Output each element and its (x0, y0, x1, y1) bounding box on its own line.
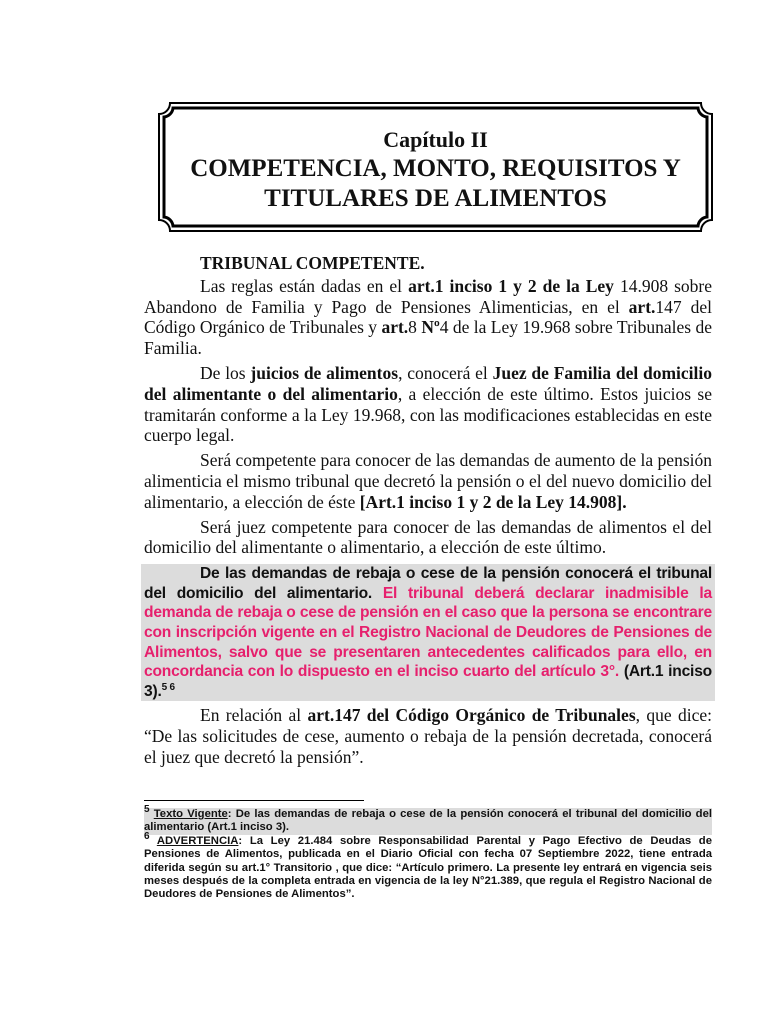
bold-run: art.147 del Código Orgánico de Tribunales (307, 705, 636, 726)
pink-text-run: El tribunal deberá declarar inadmisible la demanda de rebaja o cese de pensión en el caso que la persona se encontrare con inscripción vigente en el Registro Nacional de Deudores de Pensiones de Alimentos, salvo que se presentaren antecedentes calificados para ello, en concordancia con lo dispuesto en el inciso cuarto del artículo 3°. (144, 584, 712, 681)
chapter-title-line-1: COMPETENCIA, MONTO, REQUISITOS Y (190, 155, 681, 182)
chapter-label: Capítulo II (383, 127, 488, 152)
bold-run: art. (628, 296, 656, 317)
paragraph-3 (144, 450, 712, 512)
bold-run: art.1 inciso 1 y 2 de la Ley (408, 275, 614, 296)
paragraph-1 (144, 276, 712, 359)
article-reference: (Art.1 inciso 3). (144, 663, 712, 700)
footnote-6 (144, 831, 712, 902)
bold-run: [Art.1 inciso 1 y 2 de la Ley 14.908]. (359, 491, 627, 512)
footnote-5 (144, 804, 712, 835)
text-run: 147 del Código Orgánico de Tribunales y (144, 296, 712, 338)
section-heading: TRIBUNAL COMPETENTE. (200, 253, 425, 273)
footnote-text: : De las demandas de rebaja o cese de la pensión conocerá el tribunal del domicilio del alimentario (Art.1 inciso 3). (144, 808, 712, 834)
bold-run: juicios de alimentos (250, 362, 399, 383)
paragraph-5 (144, 705, 712, 767)
bold-run: Nº (421, 317, 440, 338)
highlighted-paragraph (141, 564, 715, 701)
text-run: En relación al (200, 705, 308, 726)
text-run: , conocerá el (398, 362, 493, 383)
text-run: 14.908 sobre Abandono de Familia y Pago de Pensiones Alimenticias, en el (144, 275, 712, 317)
chapter-title-line-2: TITULARES DE ALIMENTOS (264, 185, 607, 212)
text-run: , que dice: “De las solicitudes de cese, aumento o rebaja de la pensión decretada, conocerá el juez que decretó la pensión”. (144, 705, 712, 767)
text-run: De los (200, 362, 251, 383)
footnote-label: ADVERTENCIA (156, 834, 239, 847)
bold-run: Juez de Familia del domicilio del alimentante o del alimentario (144, 362, 713, 404)
footnote-text: : La Ley 21.484 sobre Responsabilidad Parental y Pago Efectivo de Deudas de Pensiones de Alimentos, publicada en el Diario Oficial con fecha 07 Septiembre 2022, tiene entrada diferida según su art.1° Transitorio , que dice: “Artículo primero. La presente ley entrará en vigencia seis meses después de la completa entrada en vigencia de la ley N°21.389, que regula el Registro Nacional de Deudores de Pensiones de Alimentos”. (144, 834, 712, 901)
text-run: 8 (408, 317, 422, 338)
footnote-label: Texto Vigente (153, 808, 228, 820)
footnote-marks: 5 6 (161, 681, 175, 693)
text-run: Las reglas están dadas en el (200, 275, 409, 296)
bold-run: art. (381, 317, 409, 338)
text-run: De las demandas de rebaja o cese de la pensión conocerá el tribunal del domicilio del alimentario. (144, 565, 712, 602)
document-body (144, 253, 712, 768)
footnote-separator (144, 800, 364, 801)
paragraph-2 (144, 363, 712, 446)
footnote-number: 5 (144, 804, 150, 816)
text-run: Será competente para conocer de las demandas de aumento de la pensión alimenticia el mismo tribunal que decretó la pensión o el del nuevo domicilio del alimentario, a elección de éste (144, 450, 712, 512)
chapter-title (158, 154, 713, 214)
paragraph-4: Será juez competente para conocer de las demandas de alimentos el del domicilio del alimentante o alimentario, a elección de este último. (144, 516, 712, 558)
text-run: 4 de la Ley 19.968 sobre Tribunales de Familia. (144, 317, 712, 359)
footnote-number: 6 (144, 831, 150, 843)
footnotes (144, 804, 712, 902)
text-run: , a elección de este último. Estos juicios se tramitarán conforme a la Ley 19.968, con las modificaciones establecidas en este cuerpo legal. (144, 383, 712, 446)
chapter-title-frame (158, 102, 713, 232)
